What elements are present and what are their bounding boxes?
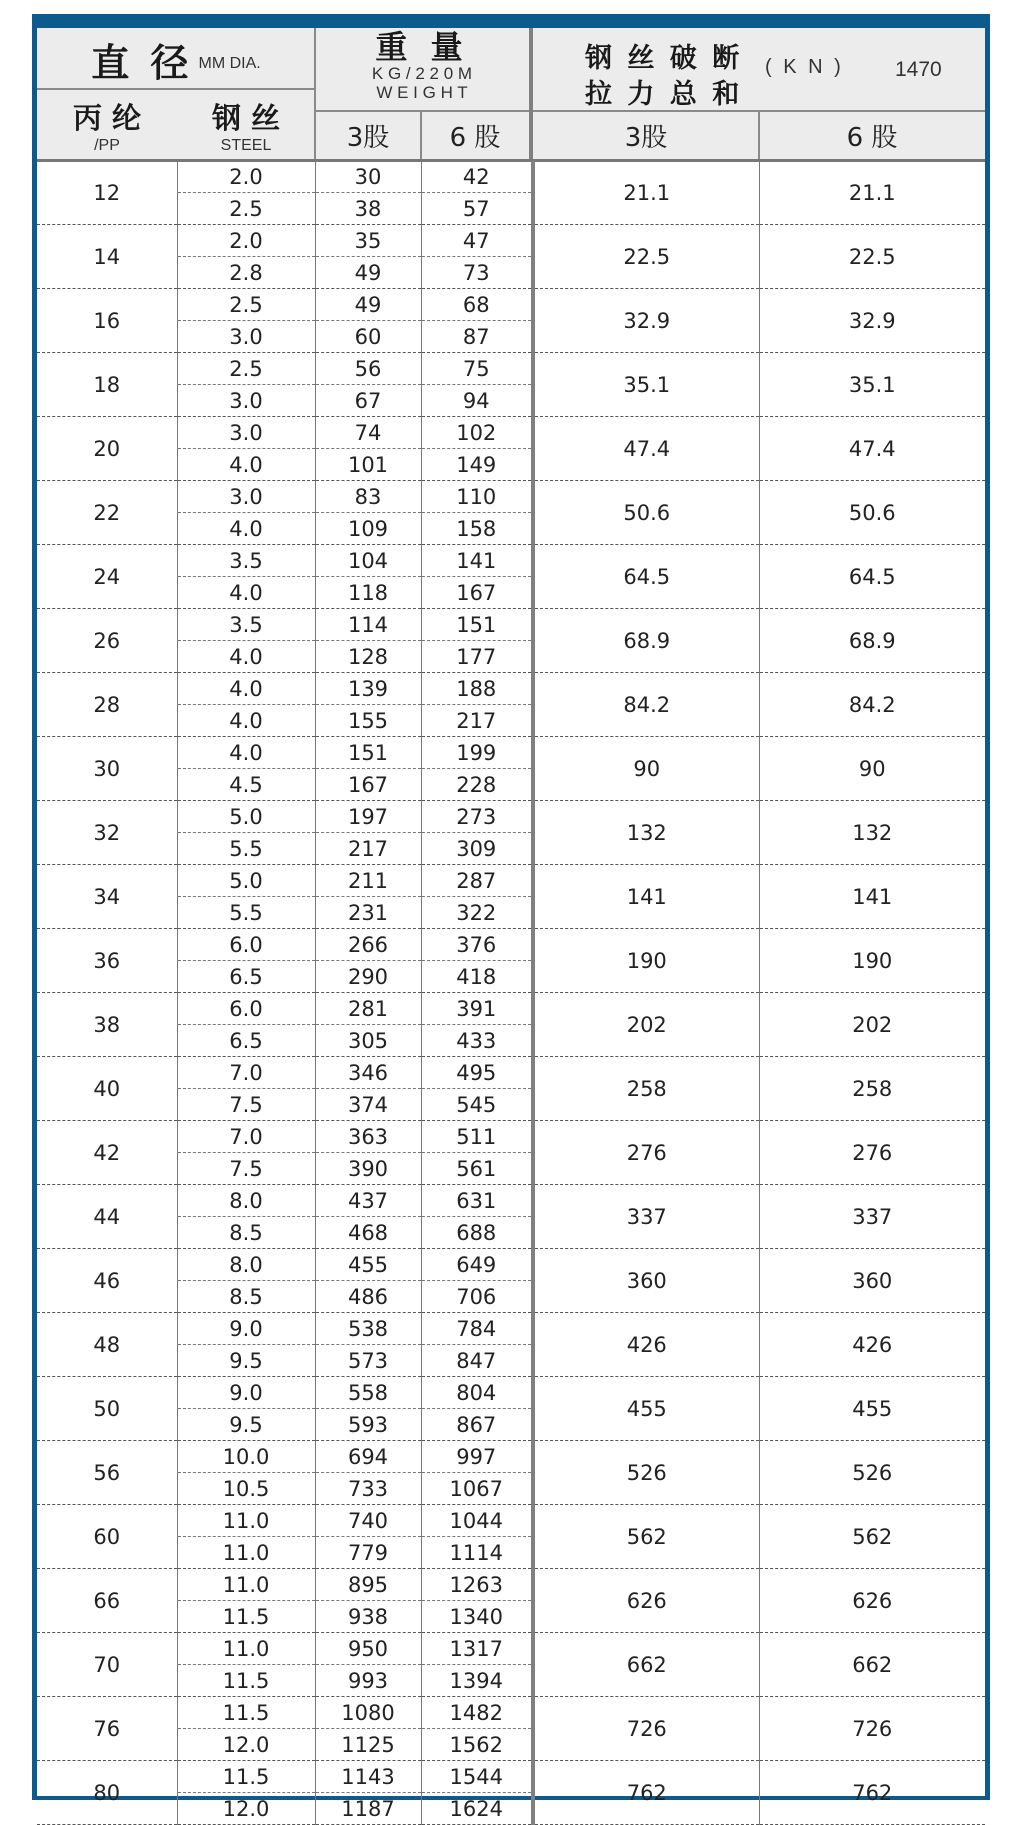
weight-3-strand-cell: 733 [315, 1473, 421, 1505]
weight-3-strand-cell: 197 [315, 801, 421, 833]
strength-6-strand-cell: 50.6 [759, 481, 985, 545]
weight-3-strand-cell: 56 [315, 353, 421, 385]
strength-3-strand-cell: 526 [533, 1441, 759, 1505]
weight-6-strand-cell: 228 [421, 769, 533, 801]
pp-label-zh: 丙 纶 [72, 101, 142, 135]
pp-diameter-cell: 48 [37, 1313, 177, 1377]
strength-6-strand-cell: 526 [759, 1441, 985, 1505]
diameter-header [37, 28, 315, 90]
steel-diameter-cell: 12.0 [177, 1729, 315, 1761]
weight-6-strand-cell: 511 [421, 1121, 533, 1153]
weight-6-strand-cell: 997 [421, 1441, 533, 1473]
weight-6-strand-cell: 1394 [421, 1665, 533, 1697]
table-row [37, 929, 985, 961]
weight-3-strand-cell: 895 [315, 1569, 421, 1601]
strength-header [533, 28, 985, 110]
table-row [37, 417, 985, 449]
weight-3-strand-cell: 49 [315, 257, 421, 289]
steel-diameter-cell: 10.0 [177, 1441, 315, 1473]
weight-6-strand-cell: 102 [421, 417, 533, 449]
weight-6-strand-cell: 322 [421, 897, 533, 929]
steel-diameter-cell: 5.5 [177, 833, 315, 865]
pp-diameter-cell: 12 [37, 161, 177, 225]
weight-3-strand-cell: 167 [315, 769, 421, 801]
strength-6-strand-cell: 276 [759, 1121, 985, 1185]
weight-3-strand-cell: 266 [315, 929, 421, 961]
weight-3-strand-cell: 346 [315, 1057, 421, 1089]
steel-diameter-cell: 7.5 [177, 1089, 315, 1121]
strength-3-strand-cell: 726 [533, 1697, 759, 1761]
strength-6-strand-cell: 562 [759, 1505, 985, 1569]
pp-diameter-cell: 42 [37, 1121, 177, 1185]
strength-3-strand-cell: 90 [533, 737, 759, 801]
weight-6-strand-cell: 847 [421, 1345, 533, 1377]
strength-3-strand-label: 3股 [624, 123, 668, 153]
steel-diameter-cell: 4.5 [177, 769, 315, 801]
pp-diameter-cell: 66 [37, 1569, 177, 1633]
table-row [37, 673, 985, 705]
weight-3-strand-cell: 538 [315, 1313, 421, 1345]
steel-diameter-cell: 4.0 [177, 513, 315, 545]
weight-6-strand-cell: 688 [421, 1217, 533, 1249]
pp-diameter-cell: 50 [37, 1377, 177, 1441]
weight-6-strand-cell: 376 [421, 929, 533, 961]
weight-6-strand-cell: 1317 [421, 1633, 533, 1665]
weight-3-strand-cell: 455 [315, 1249, 421, 1281]
weight-3-strand-cell: 1080 [315, 1697, 421, 1729]
strength-6-strand-cell: 426 [759, 1313, 985, 1377]
weight-6-strand-cell: 309 [421, 833, 533, 865]
strength-3-strand-cell: 68.9 [533, 609, 759, 673]
steel-diameter-cell: 4.0 [177, 737, 315, 769]
strength-grade: 1470 [895, 58, 942, 81]
weight-3-strand-cell: 1143 [315, 1761, 421, 1793]
pp-diameter-cell: 60 [37, 1505, 177, 1569]
weight-3-strand-cell: 49 [315, 289, 421, 321]
steel-diameter-cell: 6.5 [177, 961, 315, 993]
weight-6-strand-cell: 649 [421, 1249, 533, 1281]
weight-3-strand-cell: 486 [315, 1281, 421, 1313]
weight-3-strand-cell: 779 [315, 1537, 421, 1569]
strength-3-strand-cell: 47.4 [533, 417, 759, 481]
pp-diameter-cell: 14 [37, 225, 177, 289]
steel-diameter-cell: 4.0 [177, 449, 315, 481]
pp-diameter-cell: 22 [37, 481, 177, 545]
weight-3-strand-cell: 74 [315, 417, 421, 449]
pp-diameter-cell: 32 [37, 801, 177, 865]
steel-diameter-cell: 8.0 [177, 1185, 315, 1217]
strength-3-strand-cell: 426 [533, 1313, 759, 1377]
steel-diameter-cell: 2.5 [177, 193, 315, 225]
pp-diameter-cell: 28 [37, 673, 177, 737]
spec-data-table [37, 161, 985, 1825]
weight-6-strand-cell: 151 [421, 609, 533, 641]
weight-3-strand-cell: 593 [315, 1409, 421, 1441]
strength-6-strand-cell: 21.1 [759, 161, 985, 225]
table-row [37, 1313, 985, 1345]
weight-6-strand-cell: 177 [421, 641, 533, 673]
steel-diameter-cell: 9.0 [177, 1377, 315, 1409]
weight-6-strand-cell: 57 [421, 193, 533, 225]
strength-6-strand-header [759, 112, 985, 159]
table-row [37, 993, 985, 1025]
pp-diameter-cell: 56 [37, 1441, 177, 1505]
table-row [37, 353, 985, 385]
steel-diameter-cell: 11.5 [177, 1697, 315, 1729]
weight-3-strand-cell: 231 [315, 897, 421, 929]
steel-diameter-cell: 8.5 [177, 1281, 315, 1313]
strength-3-strand-cell: 190 [533, 929, 759, 993]
weight-3-strand-cell: 390 [315, 1153, 421, 1185]
weight-3-strand-header [315, 112, 421, 159]
weight-3-strand-cell: 437 [315, 1185, 421, 1217]
strength-6-strand-cell: 22.5 [759, 225, 985, 289]
weight-6-strand-cell: 545 [421, 1089, 533, 1121]
header-divider [529, 28, 533, 159]
steel-diameter-cell: 11.0 [177, 1505, 315, 1537]
strength-label-zh-2: 拉 力 总 和 [585, 79, 743, 110]
weight-6-strand-cell: 94 [421, 385, 533, 417]
weight-6-strand-cell: 867 [421, 1409, 533, 1441]
table-row [37, 1505, 985, 1537]
steel-diameter-cell: 2.8 [177, 257, 315, 289]
weight-3-strand-cell: 67 [315, 385, 421, 417]
steel-diameter-cell: 4.0 [177, 577, 315, 609]
diameter-label-zh: 直 径 [91, 40, 193, 85]
spec-data-body [37, 161, 985, 1825]
weight-3-strand-cell: 950 [315, 1633, 421, 1665]
header-divider [314, 28, 316, 159]
steel-diameter-cell: 6.0 [177, 993, 315, 1025]
steel-diameter-cell: 5.0 [177, 865, 315, 897]
steel-diameter-cell: 11.5 [177, 1601, 315, 1633]
pp-diameter-cell: 30 [37, 737, 177, 801]
weight-3-strand-cell: 290 [315, 961, 421, 993]
weight-3-strand-cell: 114 [315, 609, 421, 641]
weight-6-strand-cell: 1114 [421, 1537, 533, 1569]
strength-3-strand-cell: 64.5 [533, 545, 759, 609]
steel-diameter-cell: 3.0 [177, 481, 315, 513]
pp-diameter-cell: 46 [37, 1249, 177, 1313]
weight-3-strand-cell: 1125 [315, 1729, 421, 1761]
weight-label-en: W E I G H T [376, 83, 468, 102]
table-row [37, 1185, 985, 1217]
weight-6-strand-cell: 1263 [421, 1569, 533, 1601]
weight-header [315, 28, 529, 110]
table-frame [32, 14, 990, 1821]
strength-3-strand-header [533, 112, 759, 159]
strength-3-strand-cell: 22.5 [533, 225, 759, 289]
header-divider [37, 88, 315, 90]
strength-3-strand-cell: 21.1 [533, 161, 759, 225]
weight-6-strand-cell: 110 [421, 481, 533, 513]
weight-3-strand-cell: 101 [315, 449, 421, 481]
pp-diameter-cell: 20 [37, 417, 177, 481]
steel-diameter-cell: 3.5 [177, 545, 315, 577]
table-row [37, 161, 985, 193]
steel-diameter-cell: 7.0 [177, 1057, 315, 1089]
pp-diameter-cell: 80 [37, 1761, 177, 1825]
weight-3-strand-cell: 374 [315, 1089, 421, 1121]
table-row [37, 1697, 985, 1729]
weight-3-strand-cell: 468 [315, 1217, 421, 1249]
weight-unit: K G / 2 2 0 M [371, 64, 473, 83]
steel-diameter-cell: 10.5 [177, 1473, 315, 1505]
pp-diameter-cell: 18 [37, 353, 177, 417]
weight-3-strand-label: 3股 [346, 123, 390, 153]
strength-3-strand-cell: 202 [533, 993, 759, 1057]
steel-diameter-cell: 5.5 [177, 897, 315, 929]
weight-3-strand-cell: 211 [315, 865, 421, 897]
weight-6-strand-cell: 784 [421, 1313, 533, 1345]
weight-6-strand-cell: 418 [421, 961, 533, 993]
weight-6-strand-header [421, 112, 529, 159]
weight-3-strand-cell: 38 [315, 193, 421, 225]
strength-3-strand-cell: 50.6 [533, 481, 759, 545]
weight-6-strand-cell: 73 [421, 257, 533, 289]
table-row [37, 545, 985, 577]
pp-header [37, 92, 177, 159]
weight-6-strand-cell: 158 [421, 513, 533, 545]
table-row [37, 1441, 985, 1473]
steel-diameter-cell: 3.0 [177, 385, 315, 417]
weight-3-strand-cell: 1187 [315, 1793, 421, 1825]
pp-diameter-cell: 38 [37, 993, 177, 1057]
weight-3-strand-cell: 155 [315, 705, 421, 737]
strength-3-strand-cell: 276 [533, 1121, 759, 1185]
steel-diameter-cell: 11.0 [177, 1537, 315, 1569]
table-row [37, 1057, 985, 1089]
steel-diameter-cell: 7.5 [177, 1153, 315, 1185]
weight-3-strand-cell: 83 [315, 481, 421, 513]
strength-6-strand-cell: 68.9 [759, 609, 985, 673]
strength-6-strand-cell: 84.2 [759, 673, 985, 737]
weight-6-strand-cell: 141 [421, 545, 533, 577]
strength-3-strand-cell: 258 [533, 1057, 759, 1121]
weight-label-zh: 重 量 [375, 28, 469, 66]
weight-6-strand-cell: 217 [421, 705, 533, 737]
pp-diameter-cell: 16 [37, 289, 177, 353]
strength-unit: ( K N ) [765, 56, 844, 78]
table-row [37, 289, 985, 321]
pp-label-en: /PP [94, 137, 120, 154]
pp-diameter-cell: 70 [37, 1633, 177, 1697]
strength-6-strand-cell: 202 [759, 993, 985, 1057]
table-row [37, 1377, 985, 1409]
weight-6-strand-cell: 42 [421, 161, 533, 193]
weight-3-strand-cell: 151 [315, 737, 421, 769]
weight-3-strand-cell: 740 [315, 1505, 421, 1537]
header-divider [420, 112, 422, 159]
strength-6-strand-cell: 337 [759, 1185, 985, 1249]
header-divider [315, 110, 985, 112]
strength-6-strand-cell: 455 [759, 1377, 985, 1441]
pp-diameter-cell: 36 [37, 929, 177, 993]
weight-6-strand-cell: 495 [421, 1057, 533, 1089]
strength-3-strand-cell: 35.1 [533, 353, 759, 417]
weight-6-strand-cell: 167 [421, 577, 533, 609]
weight-3-strand-cell: 109 [315, 513, 421, 545]
pp-diameter-cell: 44 [37, 1185, 177, 1249]
weight-6-strand-cell: 391 [421, 993, 533, 1025]
weight-6-strand-cell: 1544 [421, 1761, 533, 1793]
steel-diameter-cell: 3.0 [177, 321, 315, 353]
steel-diameter-cell: 6.0 [177, 929, 315, 961]
table-row [37, 801, 985, 833]
steel-diameter-cell: 11.0 [177, 1569, 315, 1601]
steel-diameter-cell: 11.0 [177, 1633, 315, 1665]
steel-diameter-cell: 9.5 [177, 1409, 315, 1441]
table-row [37, 225, 985, 257]
steel-diameter-cell: 3.5 [177, 609, 315, 641]
steel-diameter-cell: 3.0 [177, 417, 315, 449]
weight-6-strand-cell: 287 [421, 865, 533, 897]
steel-diameter-cell: 4.0 [177, 673, 315, 705]
strength-6-strand-cell: 64.5 [759, 545, 985, 609]
strength-6-strand-cell: 360 [759, 1249, 985, 1313]
weight-3-strand-cell: 558 [315, 1377, 421, 1409]
strength-3-strand-cell: 141 [533, 865, 759, 929]
strength-3-strand-cell: 84.2 [533, 673, 759, 737]
weight-6-strand-cell: 199 [421, 737, 533, 769]
pp-diameter-cell: 76 [37, 1697, 177, 1761]
strength-3-strand-cell: 337 [533, 1185, 759, 1249]
table-row [37, 1569, 985, 1601]
weight-6-strand-cell: 1044 [421, 1505, 533, 1537]
weight-3-strand-cell: 573 [315, 1345, 421, 1377]
weight-6-strand-cell: 706 [421, 1281, 533, 1313]
weight-3-strand-cell: 30 [315, 161, 421, 193]
strength-6-strand-cell: 90 [759, 737, 985, 801]
weight-3-strand-cell: 139 [315, 673, 421, 705]
weight-6-strand-cell: 631 [421, 1185, 533, 1217]
table-row [37, 1633, 985, 1665]
weight-3-strand-cell: 217 [315, 833, 421, 865]
steel-diameter-cell: 2.0 [177, 225, 315, 257]
steel-header [177, 92, 315, 159]
weight-6-strand-cell: 273 [421, 801, 533, 833]
table-row [37, 609, 985, 641]
strength-3-strand-cell: 762 [533, 1761, 759, 1825]
pp-diameter-cell: 40 [37, 1057, 177, 1121]
strength-6-strand-cell: 258 [759, 1057, 985, 1121]
strength-3-strand-cell: 455 [533, 1377, 759, 1441]
pp-diameter-cell: 34 [37, 865, 177, 929]
strength-6-strand-cell: 190 [759, 929, 985, 993]
steel-diameter-cell: 9.5 [177, 1345, 315, 1377]
rope-spec-table [37, 28, 985, 1821]
steel-diameter-cell: 4.0 [177, 705, 315, 737]
weight-6-strand-cell: 1340 [421, 1601, 533, 1633]
steel-diameter-cell: 2.0 [177, 161, 315, 193]
weight-6-strand-cell: 1624 [421, 1793, 533, 1825]
weight-6-strand-cell: 68 [421, 289, 533, 321]
steel-diameter-cell: 2.5 [177, 353, 315, 385]
table-row [37, 1121, 985, 1153]
steel-diameter-cell: 6.5 [177, 1025, 315, 1057]
steel-diameter-cell: 2.5 [177, 289, 315, 321]
weight-6-strand-cell: 433 [421, 1025, 533, 1057]
weight-3-strand-cell: 60 [315, 321, 421, 353]
strength-6-strand-cell: 35.1 [759, 353, 985, 417]
strength-label-zh-1: 钢 丝 破 断 [585, 43, 743, 74]
steel-diameter-cell: 8.0 [177, 1249, 315, 1281]
steel-diameter-cell: 4.0 [177, 641, 315, 673]
weight-3-strand-cell: 305 [315, 1025, 421, 1057]
strength-3-strand-cell: 626 [533, 1569, 759, 1633]
weight-3-strand-cell: 694 [315, 1441, 421, 1473]
strength-6-strand-cell: 47.4 [759, 417, 985, 481]
header-divider [758, 112, 760, 159]
weight-3-strand-cell: 281 [315, 993, 421, 1025]
steel-diameter-cell: 11.5 [177, 1761, 315, 1793]
weight-6-strand-cell: 804 [421, 1377, 533, 1409]
steel-diameter-cell: 5.0 [177, 801, 315, 833]
weight-6-strand-cell: 1067 [421, 1473, 533, 1505]
weight-6-strand-cell: 1562 [421, 1729, 533, 1761]
strength-6-strand-cell: 726 [759, 1697, 985, 1761]
strength-3-strand-cell: 132 [533, 801, 759, 865]
table-row [37, 737, 985, 769]
weight-6-strand-cell: 149 [421, 449, 533, 481]
weight-3-strand-cell: 993 [315, 1665, 421, 1697]
weight-3-strand-cell: 104 [315, 545, 421, 577]
strength-6-strand-label: 6 股 [846, 123, 898, 153]
table-row [37, 865, 985, 897]
pp-diameter-cell: 24 [37, 545, 177, 609]
weight-6-strand-cell: 87 [421, 321, 533, 353]
steel-diameter-cell: 8.5 [177, 1217, 315, 1249]
weight-6-strand-label: 6 股 [449, 123, 501, 153]
weight-6-strand-cell: 188 [421, 673, 533, 705]
diameter-label-en: MM DIA. [198, 55, 261, 72]
weight-6-strand-cell: 47 [421, 225, 533, 257]
weight-3-strand-cell: 938 [315, 1601, 421, 1633]
weight-3-strand-cell: 128 [315, 641, 421, 673]
strength-3-strand-cell: 32.9 [533, 289, 759, 353]
table-row [37, 1761, 985, 1793]
strength-6-strand-cell: 32.9 [759, 289, 985, 353]
table-row [37, 1249, 985, 1281]
strength-3-strand-cell: 360 [533, 1249, 759, 1313]
steel-diameter-cell: 12.0 [177, 1793, 315, 1825]
weight-3-strand-cell: 363 [315, 1121, 421, 1153]
table-row [37, 481, 985, 513]
weight-6-strand-cell: 75 [421, 353, 533, 385]
weight-3-strand-cell: 118 [315, 577, 421, 609]
steel-diameter-cell: 7.0 [177, 1121, 315, 1153]
strength-6-strand-cell: 141 [759, 865, 985, 929]
strength-6-strand-cell: 662 [759, 1633, 985, 1697]
strength-3-strand-cell: 562 [533, 1505, 759, 1569]
steel-label-en: STEEL [220, 137, 272, 154]
strength-6-strand-cell: 626 [759, 1569, 985, 1633]
weight-6-strand-cell: 561 [421, 1153, 533, 1185]
weight-3-strand-cell: 35 [315, 225, 421, 257]
strength-6-strand-cell: 762 [759, 1761, 985, 1825]
weight-6-strand-cell: 1482 [421, 1697, 533, 1729]
steel-diameter-cell: 9.0 [177, 1313, 315, 1345]
pp-diameter-cell: 26 [37, 609, 177, 673]
steel-diameter-cell: 11.5 [177, 1665, 315, 1697]
strength-6-strand-cell: 132 [759, 801, 985, 865]
steel-label-zh: 钢 丝 [211, 101, 281, 135]
strength-3-strand-cell: 662 [533, 1633, 759, 1697]
